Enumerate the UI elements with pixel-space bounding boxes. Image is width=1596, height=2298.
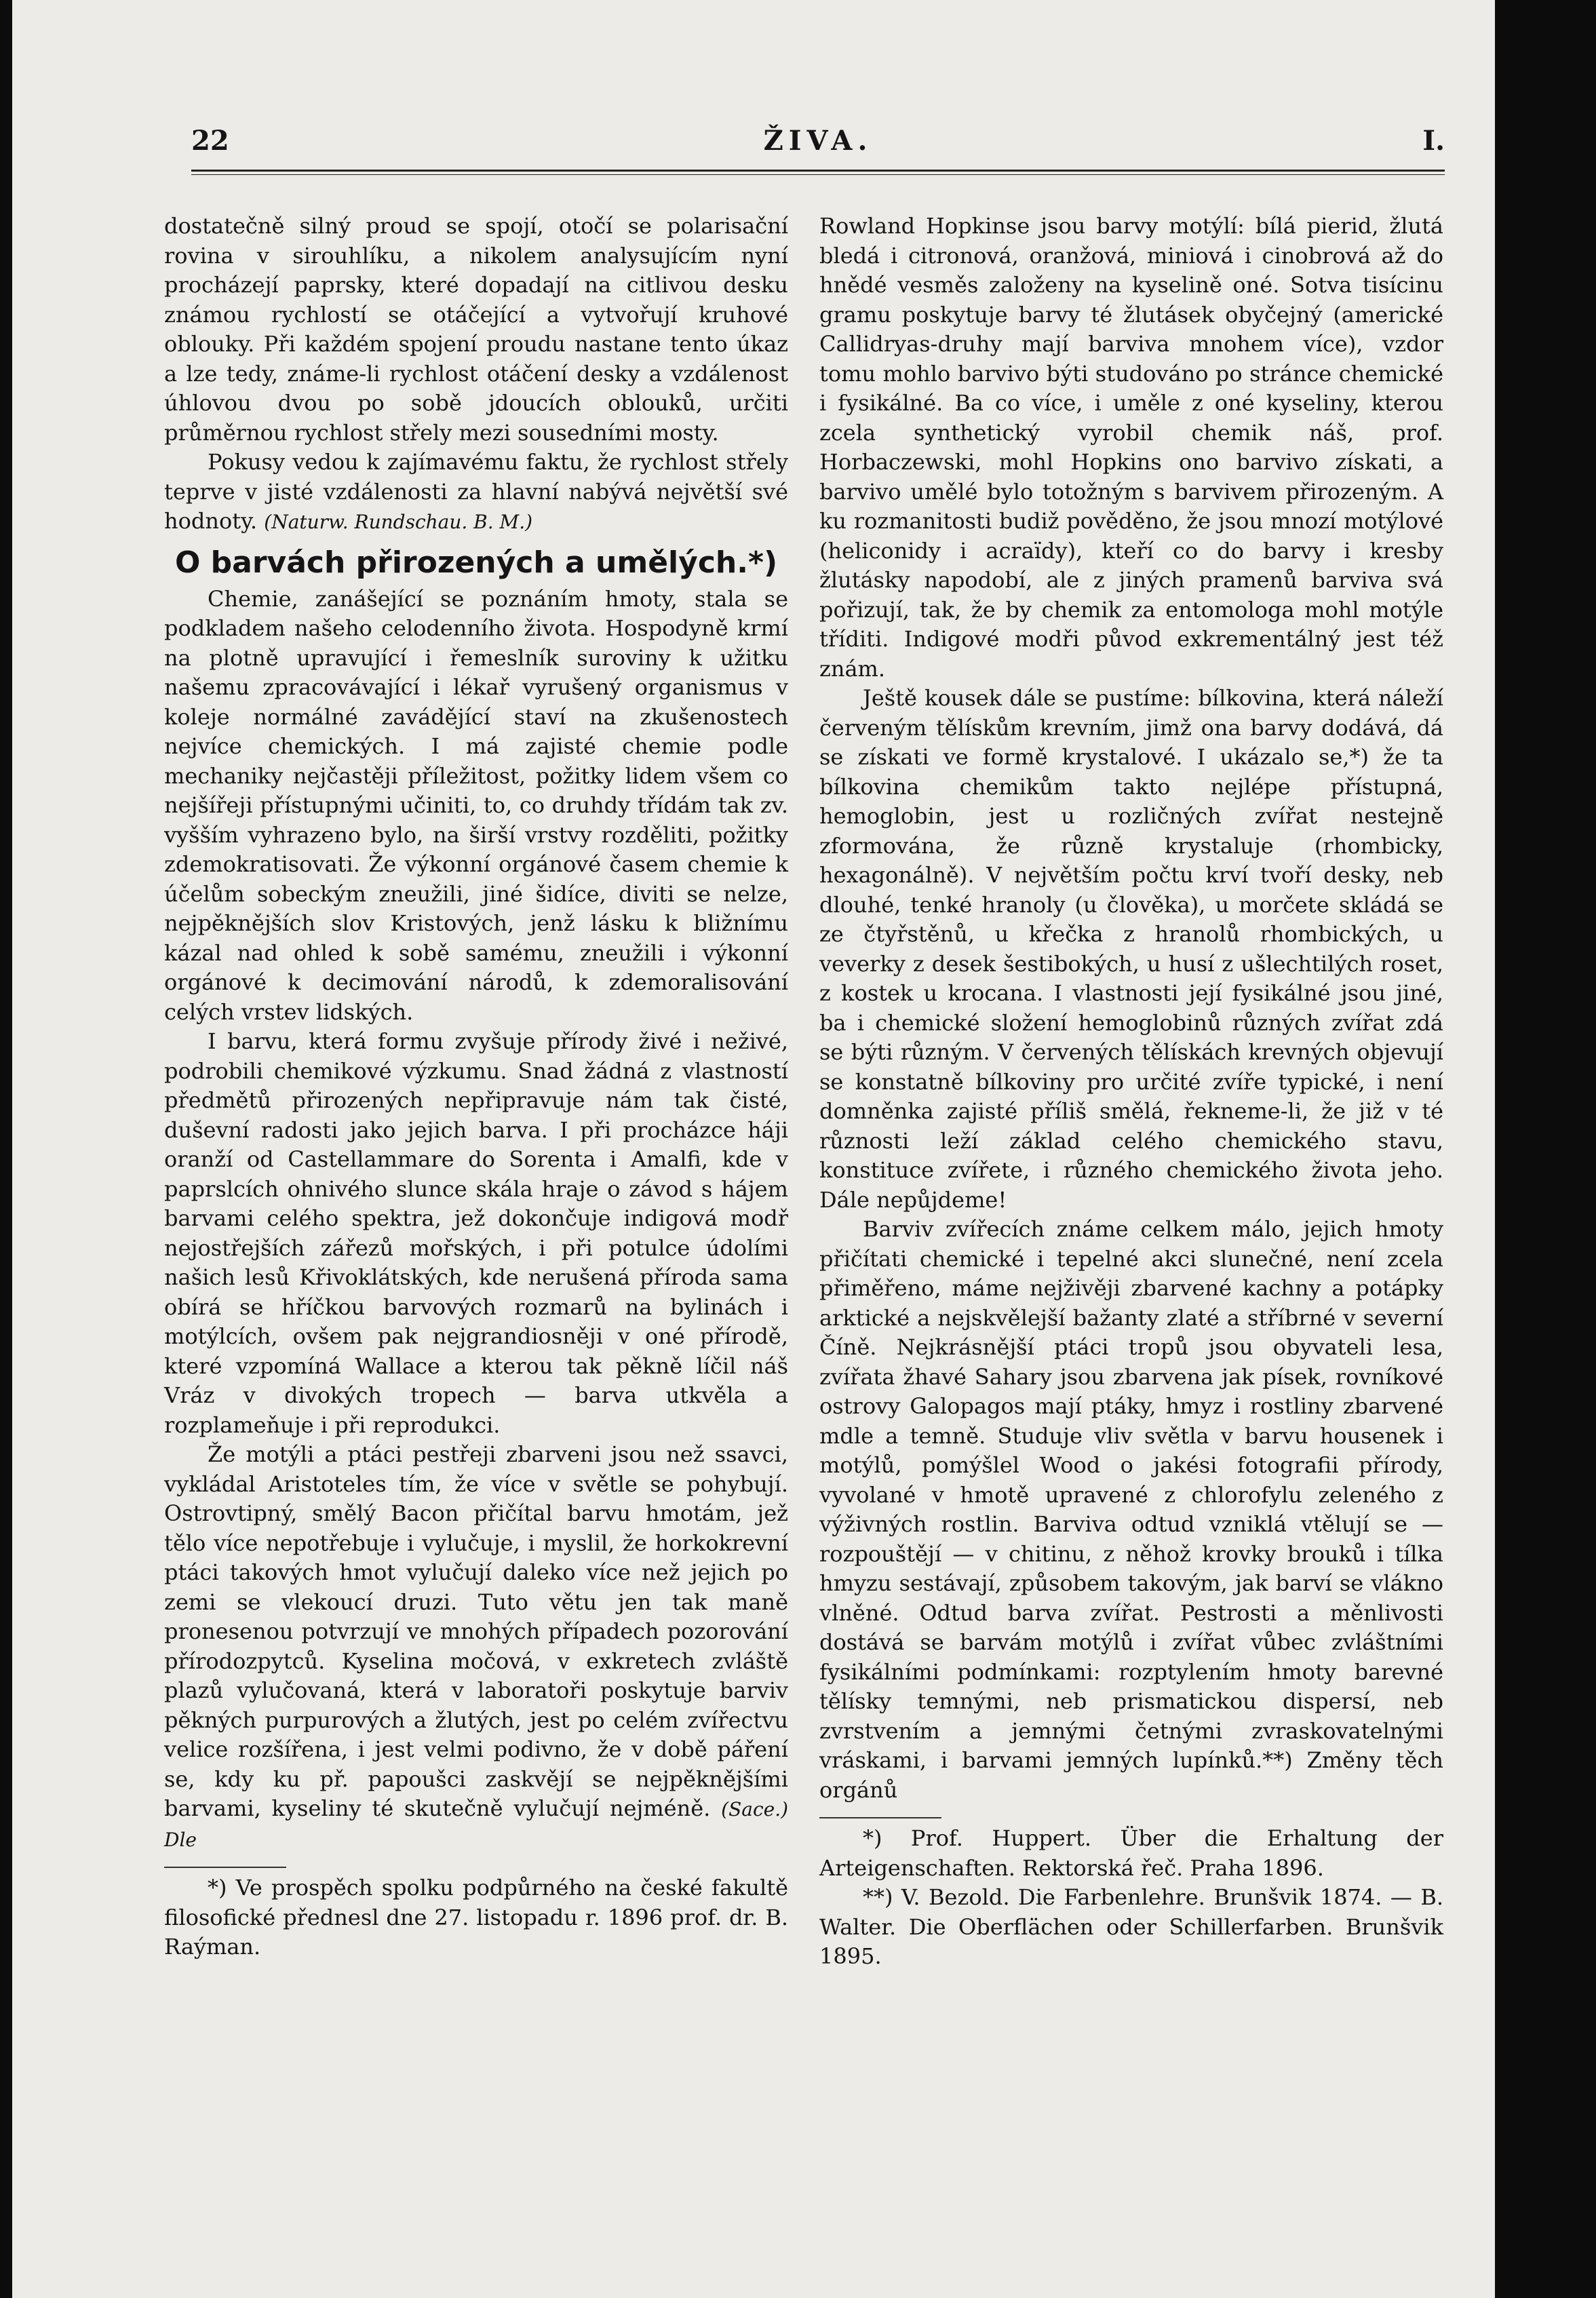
paragraph (164, 448, 788, 537)
paragraph: Rowland Hopkinse jsou barvy motýlí: bílá pierid, žlutá bledá i citronová, oranžová, miniová i cinobrová až do hnědé vesměs založeny na kyselině oné. Sotva tisícinu gramu poskytuje barvy té žlutásek obyčejný (americké Callidryas-druhy mají barviva mnohem více), vzdor tomu mohlo barvivo býti studováno po stránce chemické i fysikálné. Ba co více, i uměle z oné kyseliny, kterou zcela synthetický vyrobil chemik náš, prof. Horbaczewski, mohl Hopkins ono barvivo získati, a barvivo umělé bylo totožným s barvivem přirozeným. A ku rozmanitosti budiž pověděno, že jsou mnozí motýlové (heliconidy i acraïdy), kteří co do barvy i kresby žlutásky napodobí, ale z jiných pramenů barviva svá pořizují, tak, že by chemik za entomologa mohl motýle tříditi. Indigové modři původ exkrementálný jest též znám. (819, 213, 1443, 682)
paragraph-text: Že motýli a ptáci pestřeji zbarveni jsou než ssavci, vykládal Aristoteles tím, že více v světle se pohybují. Ostrovtipný, smělý Bacon přičítal barvu hmotám, jež tělo více nepotřebuje i vylučuje, i myslil, že horkokrevní ptáci takových hmot vylučují daleko více než jejich po zemi se vlekoucí druzi. Tuto větu jen tak maně pronesenou potvrzují ve mnohých případech pozorování přírodozpytců. Kyselina močová, v exkretech zvláště plazů vylučovaná, která v laboratoři poskytuje barviv pěkných purpurových a žlutých, jest po celém zvířectvu velice rozšířena, i jest velmi podivno, že v době páření se, kdy ku př. papoušci zaskvějí se nejpěknějšími barvami, kyseliny té skutečně vylučují nejméně. (164, 1441, 788, 1821)
footnote: *) Prof. Huppert. Über die Erhaltung der Arteigenschaften. Rektorská řeč. Praha 1896. (819, 1825, 1443, 1881)
paragraph-text: Pokusy vedou k zajímavému faktu, že rychlost střely teprve v jisté vzdálenosti za hlavní nabývá největší své hodnoty. (164, 449, 788, 534)
footnote-rule (819, 1817, 941, 1818)
source-citation: (Sace.) Dle (164, 1798, 789, 1851)
article-title: O barvách přirozených a umělých.*) (174, 545, 778, 580)
footnote: *) Ve prospěch spolku podpůrného na české fakultě filosofické přednesl dne 27. listopadu r. 1896 prof. dr. B. Raýman. (164, 1875, 788, 1960)
header-rule (191, 170, 1445, 175)
paragraph: Barviv zvířecích známe celkem málo, jejich hmoty přičítati chemické i tepelné akci slunečné, není zcela přiměřeno, máme nejživěji zbarvené kachny a potápky arktické a nejskvělejší bažanty zlaté a stříbrné v severní Číně. Nejkrásnější ptáci tropů jsou obyvateli lesa, zvířata žhavé Sahary jsou zbarvena jak písek, rovníkové ostrovy Galopagos mají ptáky, hmyz i rostliny zbarvené mdle a temně. Studuje vliv světla v barvu housenek i motýlů, pomýšlel Wood o jakési fotografii přírody, vyvolané v hmotě upravené z chlorofylu zeleného z výživných rostlin. Barviva odtud vzniklá vtělují se — rozpouštějí — v chitinu, z něhož krovky brouků i tílka hmyzu sestávají, způsobem takovým, jak barví se vlákno vlněné. Odtud barva zvířat. Pestrosti a měnlivosti dostává se barvám motýlů i zvířat vůbec zvláštními fysikálními podmínkami: rozptylením hmoty barevné tělísky temnými, neb prismatickou dispersí, neb zvrstvením a jemnými četnými zvraskovatelnými vráskami, i barvami jemných lupínků.**) Změny těch orgánů (819, 1216, 1443, 1803)
footnote-rule (164, 1867, 286, 1868)
page-header (191, 119, 1445, 168)
footnote: **) V. Bezold. Die Farbenlehre. Brunšvik 1874. — B. Walter. Die Oberflächen oder Schillerfarben. Brunšvik 1895. (819, 1884, 1443, 1969)
journal-title: ŽIVA. (763, 125, 873, 157)
paragraph: I barvu, která formu zvyšuje přírody živé i neživé, podrobili chemikové výzkumu. Snad žádná z vlastností předmětů přirozených nepřipravuje nám tak čisté, duševní radosti jako jejich barva. I při procházce háji oranží od Castellammare do Sorenta i Amalfi, kde v paprslcích ohnivého slunce skála hraje o závod s hájem barvami celého spektra, jež dokončuje indigová modř nejostřejších zářezů mořských, i při potulce údolími našich lesů Křivoklátských, kde nerušená příroda sama obírá se hříčkou barvových rozmarů na bylinách i motýlcích, ovšem pak nejgrandiosněji v oné přírodě, které vzpomíná Wallace a kterou tak pěkně líčil náš Vráz v divokých tropech — barva utkvěla a rozplameňuje i při reprodukci. (164, 1028, 788, 1438)
left-column (164, 212, 788, 1962)
paragraph: Chemie, zanášející se poznáním hmoty, stala se podkladem našeho celodenního života. Hospodyně krmí na plotně upravující i řemeslník suroviny k užitku našemu zpracovávající i lékař vyrušený organismus v koleje normálné zavádějící staví na zkušenostech nejvíce chemických. I má zajisté chemie podle mechaniky nejčastěji příležitost, požitky lidem všem co nejšířeji přístupnými učiniti, to, co druhdy třídám tak zv. vyšším vyhrazeno bylo, na širší vrstvy rozděliti, požitky zdemokratisovati. Že výkonní orgánové časem chemie k účelům sobeckým zneužili, jiné šidíce, diviti se nelze, nejpěknějších slov Kristových, jenž lásku k bližnímu kázal nad ohled k sobě samému, zneužili i výkonní orgánové k decimování národů, k zdemoralisování celých vrstev lidských. (164, 585, 788, 1025)
paragraph (164, 1440, 788, 1854)
journal-page (12, 0, 1495, 2298)
volume-number: I. (1422, 125, 1445, 157)
paragraph: Ještě kousek dále se pustíme: bílkovina, která náleží červeným tělískům krevním, jimž ona barvy dodává, dá se získati ve formě krystalové. I ukázalo se,*) že ta bílkovina chemikům takto nejlépe přístupná, hemoglobin, jest u rozličných zvířat nestejně zformována, že různě krystaluje (rhombicky, hexagonálně). V největším počtu krví tvoří desky, neb dlouhé, tenké hranoly (u člověka), u morčete skládá se ze čtyřstěnů, u křečka z hranolů rhombických, u veverky z desek šestibokých, u husí z ušlechtilých roset, z kostek u krocana. I vlastnosti její fysikálné jsou jiné, ba i chemické složení hemoglobinů různých zvířat zdá se býti různým. V červených tělískách krevných objevují se konstatně bílkoviny pro určité zvíře typické, i není domněnka zajisté příliš smělá, řekneme-li, že již v té různosti leží základ celého chemického stavu, konstituce zvířete, i různého chemického života jeho. Dále nepůjdeme! (819, 685, 1443, 1213)
paragraph: dostatečně silný proud se spojí, otočí se polarisační rovina v sirouhlíku, a nikolem analysujícím nyní procházejí paprsky, které dopadají na citlivou desku známou rychlostí se otáčející a vytvořují kruhové oblouky. Při každém spojení proudu nastane tento úkaz a lze tedy, známe-li rychlost otáčení desky a vzdálenost úhlovou dvou po sobě jdoucích oblouků, určiti průměrnou rychlost střely mezi sousedními mosty. (164, 213, 788, 446)
source-citation: (Naturw. Rundschau. B. M.) (264, 511, 533, 533)
page-number: 22 (191, 125, 229, 157)
right-column (819, 212, 1443, 1972)
